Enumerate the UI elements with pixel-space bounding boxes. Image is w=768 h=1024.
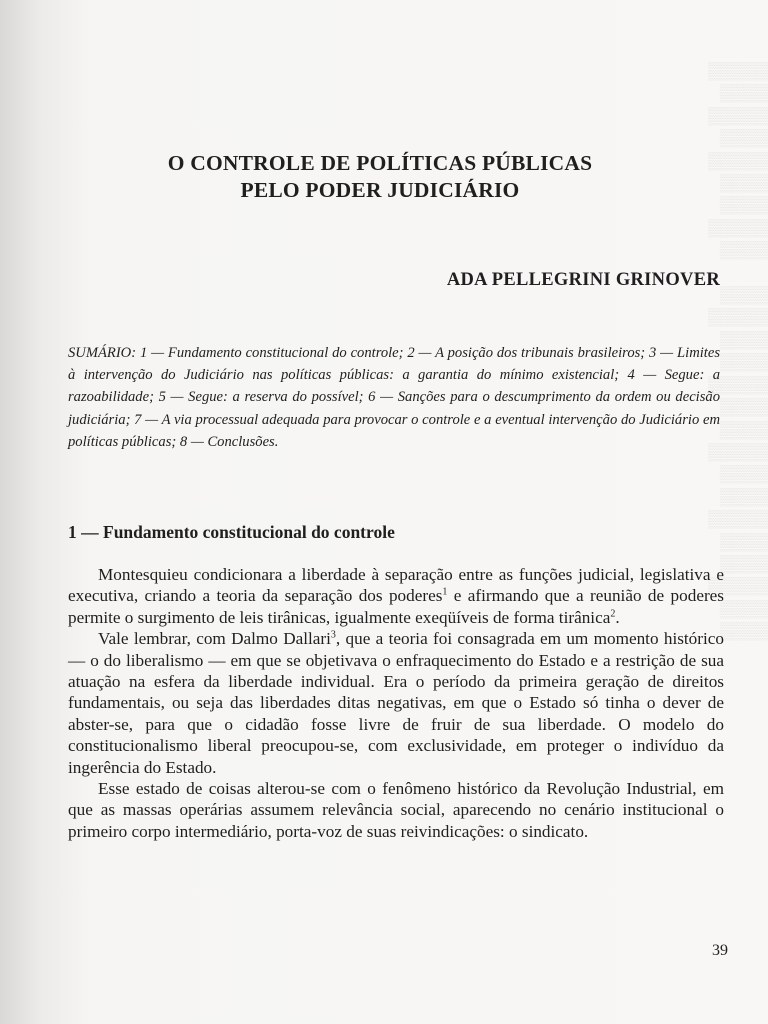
paragraph-1-text-b: e afirmando que a reunião de poderes permite o surgimento de leis tirânicas, igualmente exeqüíveis de forma tirânica <box>68 586 724 627</box>
footnote-ref-3: 3 <box>330 629 336 641</box>
paragraph-1 <box>68 564 724 628</box>
title-line-2: PELO PODER JUDICIÁRIO <box>240 178 520 202</box>
bleed-through-text: ▒▒▒▒▒ ▒▒▒▒ ▒▒▒▒▒ ▒▒▒▒ ▒▒▒▒▒ ▒▒▒▒ ▒▒▒▒ ▒▒▒▒▒ ▒▒▒▒ ▒▒▒▒ ▒▒▒▒▒ ▒▒▒▒ ▒▒▒▒ ▒▒▒▒▒ ▒▒▒▒ ▒▒▒▒ ▒▒▒▒▒ ▒▒▒▒ ▒▒▒▒ ▒▒▒▒▒ ▒▒▒▒ ▒▒▒▒ ▒▒▒▒▒ ▒▒▒▒ ▒▒▒▒ <box>708 61 768 641</box>
paragraph-2 <box>68 628 724 778</box>
page-number: 39 <box>712 942 728 959</box>
article-summary: SUMÁRIO: 1 — Fundamento constitucional do controle; 2 — A posição dos tribunais brasileiros; 3 — Limites à intervenção do Judiciário nas políticas públicas: a garantia do mínimo existencial; 4 — Segue: a razoabilidade; 5 — Segue: a reserva do possível; 6 — Sanções para o descumprimento da ordem ou decisão judiciária; 7 — A via processual adequada para provocar o controle e a eventual intervenção do Judiciário em políticas públicas; 8 — Conclusões. <box>68 345 720 450</box>
article-title <box>100 150 660 204</box>
title-line-1: O CONTROLE DE POLÍTICAS PÚBLICAS <box>167 151 593 175</box>
paragraph-3: Esse estado de coisas alterou-se com o fenômeno histórico da Revolução Industrial, em que as massas operárias assumem relevância social, aparecendo no cenário institucional o primeiro corpo intermediário, porta-voz de suas reivindicações: o sindicato. <box>68 779 724 841</box>
body-text <box>68 564 724 842</box>
author-name: ADA PELLEGRINI GRINOVER <box>446 270 720 290</box>
paragraph-2-text-b: , que a teoria foi consagrada em um momento histórico — o do liberalismo — em que se objetivava o enfraquecimento do Estado e a restrição de sua atuação na esfera da liberdade individual. Era o período da primeira geração de direitos fundamentais, ou seja das liberdades ditas negativas, em que o Estado só tinha o dever de abster-se, para que o cidadão fosse livre de fruir de sua liberdade. O modelo do constitucionalismo liberal preocupou-se, com exclusividade, em proteger o indivíduo da ingerência do Estado. <box>68 629 724 777</box>
section-heading: 1 — Fundamento constitucional do controle <box>68 522 395 542</box>
paragraph-1-text-a: Montesquieu condicionara a liberdade à separação entre as funções judicial, legislativa e executiva, criando a teoria da separação dos poderes <box>68 565 724 606</box>
footnote-ref-1: 1 <box>442 586 448 598</box>
paragraph-1-text-c: . <box>615 607 620 627</box>
paragraph-2-text-a: Vale lembrar, com Dalmo Dallari <box>98 629 331 649</box>
footnote-ref-2: 2 <box>610 608 616 620</box>
